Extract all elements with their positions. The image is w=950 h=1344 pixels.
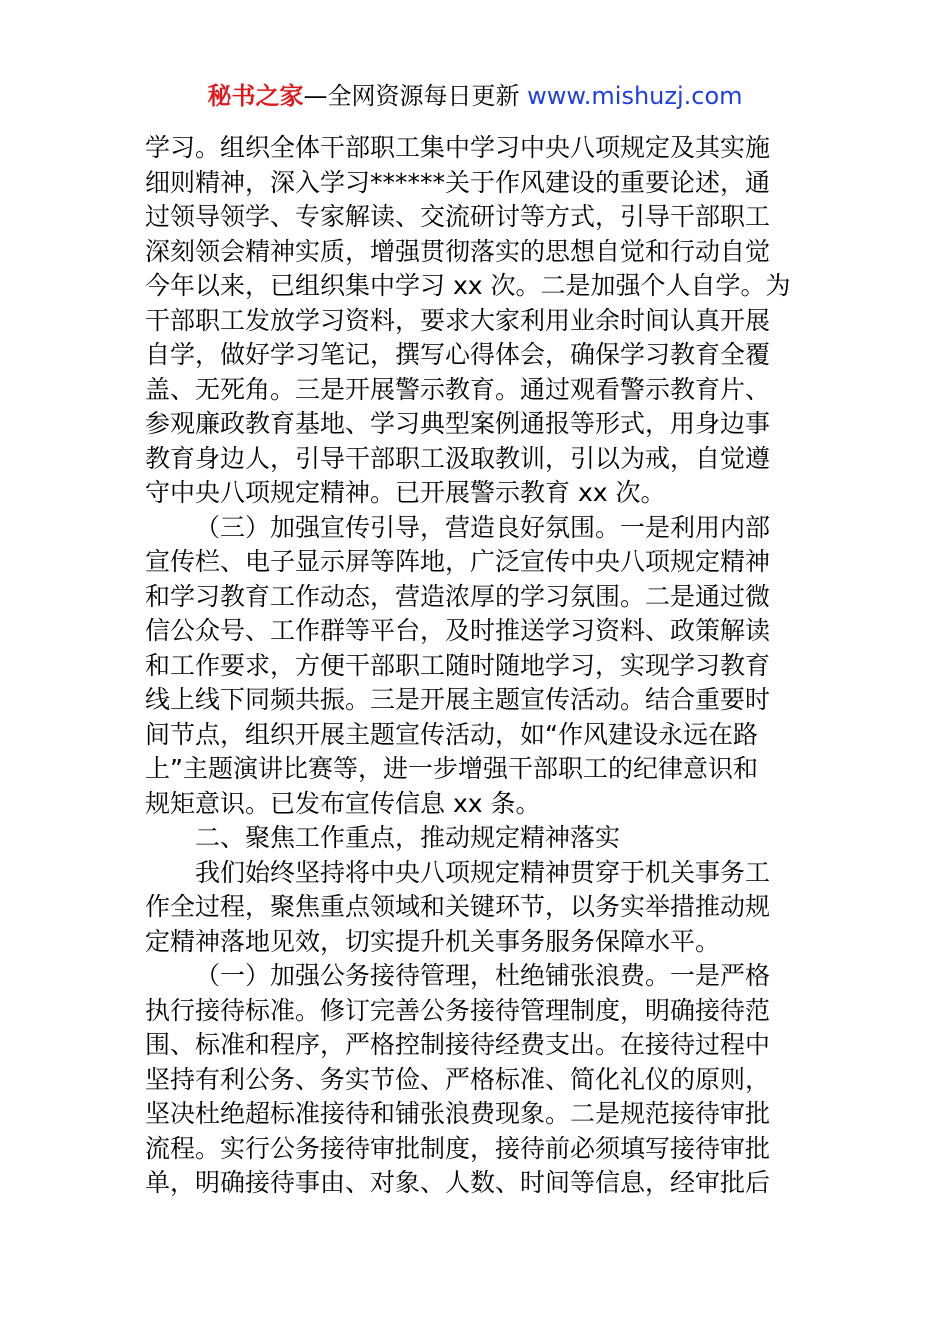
text-line: 和工作要求，方便干部职工随时随地学习，实现学习教育 xyxy=(145,650,771,680)
text-line: 作全过程，聚焦重点领域和关键环节，以务实举措推动规 xyxy=(145,892,771,921)
text-line: 细则精神，深入学习******关于作风建设的重要论述，通 xyxy=(145,167,771,197)
paragraph-start-line: 我们始终坚持将中央八项规定精神贯穿于机关事务工 xyxy=(195,857,771,887)
paragraph-start-line: （一）加强公务接待管理，杜绝铺张浪费。一是严格 xyxy=(195,961,771,990)
text-line: 规矩意识。已发布宣传信息 xx 条。 xyxy=(145,788,541,818)
text-line: 坚决杜绝超标准接待和铺张浪费现象。二是规范接待审批 xyxy=(145,1099,771,1128)
text-line: 线上线下同频共振。三是开展主题宣传活动。结合重要时 xyxy=(145,685,771,714)
text-line: 干部职工发放学习资料，要求大家利用业余时间认真开展 xyxy=(145,305,771,335)
paragraph-start-line: （三）加强宣传引导，营造良好氛围。一是利用内部 xyxy=(195,512,771,542)
text-line: 教育身边人，引导干部职工汲取教训，引以为戒，自觉遵 xyxy=(145,443,771,473)
text-line: 守中央八项规定精神。已开展警示教育 xx 次。 xyxy=(145,478,666,507)
text-line: 定精神落地见效，切实提升机关事务服务保障水平。 xyxy=(145,926,721,956)
header-url-link[interactable]: www.mishuzj.com xyxy=(527,82,743,110)
text-line: 今年以来，已组织集中学习 xx 次。二是加强个人自学。为 xyxy=(145,271,791,300)
text-line: 间节点，组织开展主题宣传活动，如“作风建设永远在路 xyxy=(145,719,758,749)
document-body xyxy=(145,131,815,1201)
header-brand: 秘书之家 xyxy=(207,82,304,110)
text-line: 深刻领会精神实质，增强贯彻落实的思想自觉和行动自觉 xyxy=(145,236,771,266)
text-line: 和学习教育工作动态，营造浓厚的学习氛围。二是通过微 xyxy=(145,581,771,611)
text-line: 信公众号、工作群等平台，及时推送学习资料、政策解读 xyxy=(145,616,771,645)
text-line: 盖、无死角。三是开展警示教育。通过观看警示教育片、 xyxy=(145,374,771,404)
text-line: 单，明确接待事由、对象、人数、时间等信息，经审批后 xyxy=(145,1168,771,1197)
text-line: 执行接待标准。修订完善公务接待管理制度，明确接待范 xyxy=(145,995,771,1025)
text-line: 上”主题演讲比赛等，进一步增强干部职工的纪律意识和 xyxy=(145,754,758,783)
header-tagline: —全网资源每日更新 xyxy=(303,82,528,110)
text-line: 学习。组织全体干部职工集中学习中央八项规定及其实施 xyxy=(145,133,771,162)
text-line: 过领导领学、专家解读、交流研讨等方式，引导干部职工 xyxy=(145,202,771,231)
text-line: 参观廉政教育基地、学习典型案例通报等形式，用身边事 xyxy=(145,409,771,438)
text-line: 围、标准和程序，严格控制接待经费支出。在接待过程中 xyxy=(145,1030,771,1059)
text-line: 自学，做好学习笔记，撰写心得体会，确保学习教育全覆 xyxy=(145,340,771,369)
text-line: 坚持有利公务、务实节俭、严格标准、简化礼仪的原则， xyxy=(145,1064,771,1094)
section-heading: 二、聚焦工作重点，推动规定精神落实 xyxy=(195,823,621,852)
page-header xyxy=(0,80,950,112)
text-line: 流程。实行公务接待审批制度，接待前必须填写接待审批 xyxy=(145,1133,771,1163)
text-line: 宣传栏、电子显示屏等阵地，广泛宣传中央八项规定精神 xyxy=(145,547,771,576)
